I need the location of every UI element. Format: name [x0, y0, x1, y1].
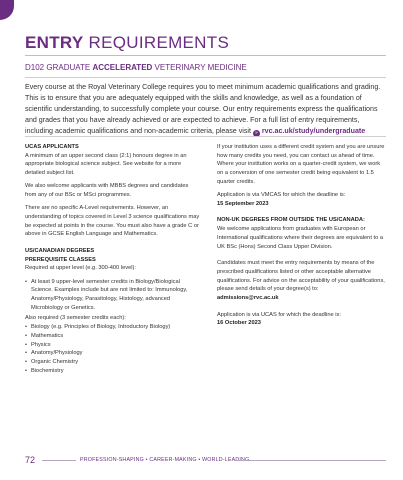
ucas-paragraph: A minimum of an upper second class (2:1) honours degree in an appropriate biological science subject. See website for a more detailed subject list.: [25, 152, 187, 177]
mbbs-paragraph: We also welcome applicants with MBBS degrees and candidates from any of our BSc or MSci programmes.: [25, 183, 189, 199]
credit-system-paragraph: If your institution uses a different credit system and you are unsure how many credits you need, you can contact us ahead of time. Where your institution works on a quarter-credit system, we work on a conversion of one semester credit being equivalent to 1.5 quarter credits.: [217, 144, 385, 185]
list-item: • Mathematics: [25, 332, 201, 341]
vmcas-deadline: 15 September 2023: [217, 200, 269, 207]
course-name-post: VETERINARY MEDICINE: [154, 63, 247, 72]
course-subtitle: [25, 63, 247, 72]
undergraduate-link[interactable]: rvc.ac.uk/study/undergraduate: [261, 126, 366, 135]
alevel-paragraph: There are no specific A-Level requirements. However, an understanding of topics covered in Level 3 science qualifications may be expected at points in the course. You must also have a grade C or above in GCSE English Language and Mathematics.: [25, 205, 200, 238]
course-name-pre: GRADUATE: [46, 63, 91, 72]
title-rest: REQUIREMENTS: [83, 33, 230, 52]
arrow-icon: »: [253, 130, 260, 137]
us-canada-heading: US/CANADIAN DEGREES: [25, 248, 95, 255]
vmcas-text: Application is via VMCAS for which the deadline is:: [217, 192, 346, 199]
candidates-paragraph: Candidates must meet the entry requirements by means of the prescribed qualifications listed or other acceptable alternative qualifications. For advice on the acceptability of your qualifications, please send details of your degree(s) to:: [217, 260, 385, 293]
footer-divider-left: [42, 460, 76, 461]
page-number: 72: [25, 455, 36, 465]
non-uk-paragraph: We welcome applications from graduates with European or International qualifications where their degrees are equivalent to a UK BSc (Hons) Second Class Upper Division.: [217, 226, 383, 250]
ucas-application-text: Application is via UCAS for which the deadline is:: [217, 311, 341, 318]
ucas-deadline: 16 October 2023: [217, 320, 261, 327]
course-code: D102: [25, 63, 45, 72]
list-item: • Biology (e.g. Principles of Biology, Introductory Biology): [25, 323, 201, 332]
upper-level-label: Required at upper level (e.g. 300-400 level):: [25, 265, 136, 272]
title-divider: [25, 55, 386, 56]
title-bold: ENTRY: [25, 33, 84, 52]
course-name-bold: ACCELERATED: [92, 63, 153, 72]
footer-divider-right: [235, 460, 386, 461]
non-uk-heading: NON-UK DEGREES FROM OUTSIDE THE US/CANADA:: [217, 217, 365, 224]
list-item: • Physics: [25, 341, 201, 350]
ucas-heading: UCAS APPLICANTS: [25, 144, 79, 150]
page-title: [25, 33, 229, 53]
intro-divider: [25, 136, 386, 137]
footer-tagline: PROFESSION-SHAPING • CAREER-MAKING • WORLD-LEADING: [80, 457, 250, 463]
footer: [25, 455, 386, 467]
admissions-email-link[interactable]: admissions@rvc.ac.uk: [217, 295, 279, 302]
list-item: • Biochemistry: [25, 367, 201, 376]
intro-text: Every course at the Royal Veterinary College requires you to meet minimum academic qualifications and grading. This is to ensure that you are adequately equipped with the skills and knowledge, as well as a foundation of scientific understanding, to successfully complete your course. Our entry requirements express the qualifications and grades that you have already achieved or are expected to achieve. For a full list of entry requirements, including academic qualifications and non-academic criteria, please visit: [25, 83, 381, 135]
corner-tab: [0, 0, 14, 20]
left-column: [25, 143, 201, 375]
subtitle-divider: [25, 77, 386, 78]
also-required-label: Also required (3 semester credits each):: [25, 315, 126, 322]
intro-paragraph: [25, 82, 386, 137]
right-column: [217, 143, 387, 333]
list-item: • At least 9 upper-level semester credits in Biology/Biological Science. Examples include but are not limited to: Immunology, Anatomy/Physiology, Parasitology, Histology, advanced Microbiology or Genetics.: [25, 278, 201, 313]
list-item: • Organic Chemistry: [25, 358, 201, 367]
list-item: • Anatomy/Physiology: [25, 349, 201, 358]
prerequisite-heading: PREREQUISITE CLASSES: [25, 256, 96, 263]
